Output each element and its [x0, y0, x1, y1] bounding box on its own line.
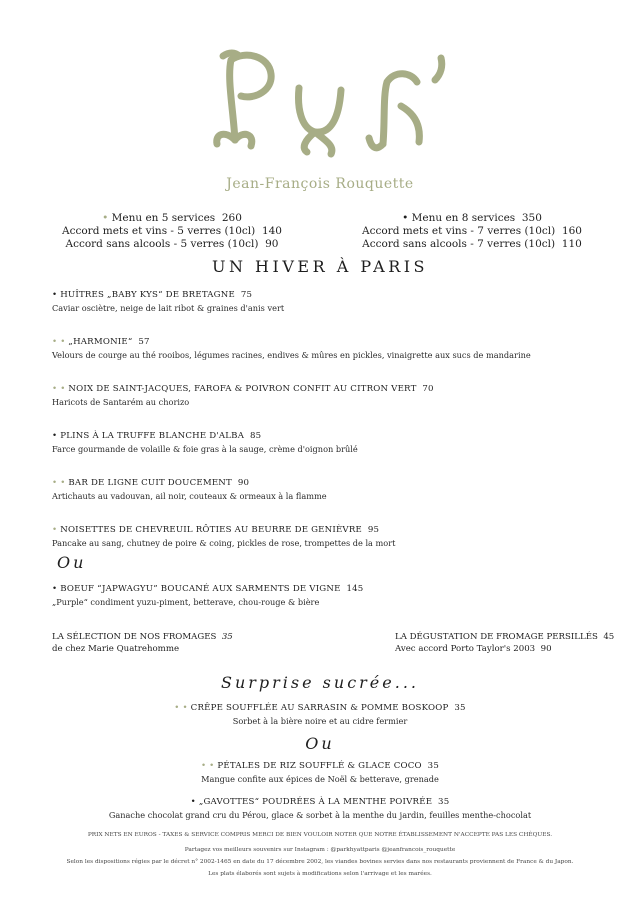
- dish-price: 95: [367, 525, 380, 535]
- pairing-wine: Accord mets et vins - 5 verres (10cl): [62, 225, 256, 237]
- dessert-name: PÉTALES DE RIZ SOUFFLÉ & GLACE COCO: [217, 761, 422, 771]
- dessert-price: 35: [438, 797, 450, 807]
- cheese-name: LA DÉGUSTATION DE FROMAGE PERSILLÉS: [395, 632, 598, 642]
- dish-item: [52, 337, 612, 360]
- cheese-pairing-price: 90: [540, 644, 552, 654]
- dish-description: „Purple“ condiment yuzu-piment, betterave, chou-rouge & bière: [52, 597, 320, 607]
- menu-price: 260: [221, 212, 242, 224]
- menu-marker: •: [402, 212, 409, 224]
- dish-description: Pancake au sang, chutney de poire & coing, pickles de rose, trompettes de la mort: [52, 538, 396, 548]
- dish-marker: •: [52, 290, 58, 300]
- dish-marker: •: [52, 431, 58, 441]
- pairing-soft-price: 110: [561, 238, 582, 250]
- dish-marker: •: [52, 525, 58, 535]
- cheese-price: 45: [603, 632, 615, 642]
- dessert-description: Ganache chocolat grand cru du Pérou, glace & sorbet à la menthe du jardin, feuilles menthe-chocolat: [108, 810, 532, 820]
- chef-name: Jean-François Rouquette: [226, 176, 414, 192]
- dish-marker: • •: [52, 337, 66, 347]
- dish-item: [52, 584, 612, 607]
- dessert-price: 35: [427, 761, 440, 771]
- dish-name: PLINS À LA TRUFFE BLANCHE D'ALBA: [60, 431, 245, 441]
- pairing-wine: Accord mets et vins - 7 verres (10cl): [362, 225, 556, 237]
- menu-title: Menu en 5 services: [111, 212, 216, 224]
- menu-title: Menu en 8 services: [411, 212, 516, 224]
- pairing-soft: Accord sans alcools - 5 verres (10cl): [65, 238, 259, 250]
- dish-price: 145: [346, 584, 364, 594]
- dish-price: 90: [237, 478, 250, 488]
- menu-option-5: [62, 212, 282, 251]
- dish-description: Farce gourmande de volaille & foie gras à la sauge, crème d'oignon brûlé: [52, 444, 358, 454]
- cheese-selection: [52, 631, 233, 655]
- pairing-soft-price: 90: [265, 238, 279, 250]
- dessert-name: CRÊPE SOUFFLÉE AU SARRASIN & POMME BOSKOOP: [190, 703, 449, 713]
- dessert-item: [80, 703, 560, 726]
- dish-price: 70: [422, 384, 434, 394]
- dish-description: Haricots de Santarém au chorizo: [52, 397, 190, 407]
- footer-changes-note: Les plats élaborés sont sujets à modifications selon l'arrivage et les marées.: [208, 871, 432, 877]
- section-title: UN HIVER À PARIS: [211, 257, 429, 276]
- dish-name: BAR DE LIGNE CUIT DOUCEMENT: [68, 478, 232, 488]
- dish-price: 57: [138, 337, 150, 347]
- cheese-description: Avec accord Porto Taylor's 2003: [395, 644, 536, 654]
- cheese-price: 35: [221, 632, 233, 642]
- dessert-description: Mangue confite aux épices de Noël & betterave, grenade: [201, 774, 439, 784]
- dish-description: Caviar osciètre, neige de lait ribot & graines d'anis vert: [52, 303, 285, 313]
- dish-description: Velours de courge au thé rooibos, légumes racines, endives & mûres en pickles, vinaigrette aux sucs de mandarine: [52, 350, 531, 360]
- dessert-description: Sorbet à la bière noire et au cidre fermier: [232, 716, 408, 726]
- dish-item: [52, 384, 612, 407]
- cheese-name: LA SÉLECTION DE NOS FROMAGES: [52, 632, 217, 642]
- dish-description: Artichauts au vadouvan, ail noir, couteaux & ormeaux à la flamme: [52, 491, 327, 501]
- dish-item: [52, 525, 612, 548]
- cheese-description: de chez Marie Quatrehomme: [52, 644, 180, 654]
- dessert-item: [80, 761, 560, 784]
- dish-name: NOIX DE SAINT-JACQUES, FAROFA & POIVRON CONFIT AU CITRON VERT: [68, 384, 417, 394]
- pairing-soft: Accord sans alcools - 7 verres (10cl): [362, 238, 556, 250]
- dessert-marker: • •: [200, 761, 215, 771]
- dish-name: BOEUF “JAPWAGYU” BOUCANÉ AUX SARMENTS DE VIGNE: [60, 584, 341, 594]
- dessert-section-title: Surprise sucrée...: [220, 673, 419, 692]
- dish-marker: • •: [52, 384, 66, 394]
- pairing-wine-price: 140: [261, 225, 282, 237]
- footer-meat-origin: Selon les dispositions régies par le décret n° 2002-1465 en date du 17 décembre 2002, les viandes bovines servies dans nos restaurants proviennent de France & du Japon.: [66, 859, 574, 865]
- footer-instagram: Partagez vos meilleurs souvenirs sur Instagram : @parkhyattparis @jeanfrancois_rouquette: [184, 847, 456, 853]
- cheese-tasting: [395, 631, 614, 655]
- footer-prices-note: PRIX NETS EN EUROS - TAXES & SERVICE COMPRIS MERCI DE BIEN VOULOIR NOTER QUE NOTRE ÉTABLISSEMENT N'ACCEPTE PAS LES CHÈQUES.: [87, 832, 553, 838]
- or-divider: Ou: [57, 553, 87, 572]
- dessert-marker: • •: [174, 703, 188, 713]
- dessert-marker: •: [190, 797, 196, 807]
- pur-logo: [205, 48, 455, 160]
- dish-price: 75: [240, 290, 253, 300]
- dish-item: [52, 478, 612, 501]
- or-divider: Ou: [305, 734, 335, 753]
- dish-name: „HARMONIE“: [68, 337, 133, 347]
- dessert-name: „GAVOTTES“ POUDRÉES À LA MENTHE POIVRÉE: [198, 797, 433, 807]
- dessert-price: 35: [454, 703, 466, 713]
- dish-marker: • •: [52, 478, 66, 488]
- dish-marker: •: [52, 584, 58, 594]
- dish-item: [52, 290, 612, 313]
- dish-name: NOISETTES DE CHEVREUIL RÔTIES AU BEURRE DE GENIÈVRE: [60, 525, 362, 535]
- dish-item: [52, 431, 612, 454]
- menu-price: 350: [521, 212, 542, 224]
- menu-option-8: [362, 212, 582, 251]
- menu-marker: •: [102, 212, 109, 224]
- dessert-item: [80, 797, 560, 820]
- pairing-wine-price: 160: [561, 225, 582, 237]
- dish-name: HUÎTRES „BABY KYS“ DE BRETAGNE: [60, 290, 235, 300]
- dish-price: 85: [249, 431, 262, 441]
